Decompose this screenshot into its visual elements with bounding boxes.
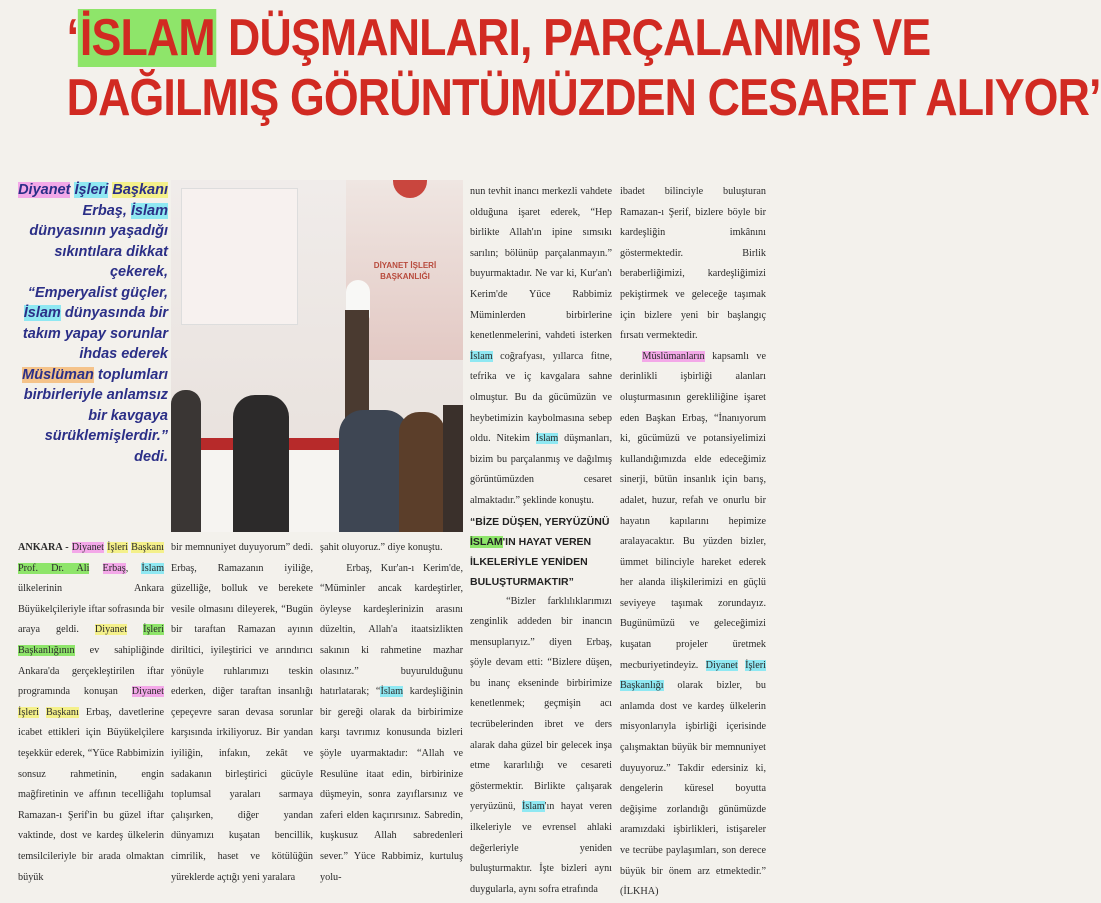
article-column-5 [620,182,766,903]
hl-islam: İslam [470,350,493,362]
spot-text: dünyasının yaşadığı sıkıntılara dikkat çekerek, “Emperyalist güçler, [27,223,168,301]
headline-highlight-islam: İSLAM [79,9,215,67]
paragraph: şahit oluyoruz.” diye konuştu. [320,542,443,553]
text: olarak bizler, bu anlamda dost ve kardeş ülkelerin misyonlarıyla işbirliği içerisinde çalışmaktan büyük bir memnuniyet duyuyoruz.” Takdir edersiniz ki, dengelerin küresel boyutta değişime zorlandığı günümüzde aramızdaki işbirlikleri, istişareler ve tecrübe paylaşımları, son derece büyük bir önem arz etmektedir.” (İLKHA) [620,680,766,898]
spot-hl-islam: İslam [130,202,168,219]
hl-islam: İslam [535,433,559,445]
paragraph: bir memnuniyet duyuyorum” dedi. Erbaş, Ramazanın iyiliğe, güzelliğe, bolluk ve berekete vesile olmasını dileyerek, “Bugün bir taraftan Ramazan ayının diriltici, iyileştirici ve arındırıcı yönüyle ruhlarımızı teskin ederken, diğer taraftan insanlığı çepeçevre saran devasa sorunlar karşısında irkiliyoruz. Bir yandan iyiliğin, infakın, zekât ve sadakanın birleştirici gücüyle toplumsal yaraları sarmaya çalışırken, diğer yandan dünyamızı kuşatan bencillik, cimrilik, haset ve kötülüğün yüreklerde açtığı yeni yaralara [171,542,313,883]
spot-text: Erbaş, [82,202,131,219]
dateline: ANKARA - [18,542,72,553]
text: “BİZE DÜŞEN, YERYÜZÜNÜ [470,515,610,528]
hl-isleri-baskanligi: İşleri Başkanlığı [620,659,767,692]
spot-hl-diyanet: Diyanet [18,182,71,198]
text: düşmanları, bizim bu parçalanmış ve dağılmış görüntümüzden cesaret almaktadır.” şeklinde konuştu. [470,433,612,506]
hl-diyanet: Diyanet [94,624,128,636]
hl-diyanet: Diyanet [131,686,164,698]
hl-islam: İSLAM [470,535,503,548]
paragraph [320,559,463,889]
hl-muslumanlarin: Müslümanların [642,350,705,362]
text [89,563,102,574]
paragraph [18,538,164,888]
spot-text: dünyasında bir takım yapay sorunlar ihdas ederek [22,305,168,362]
paragraph: ibadet bilinciyle buluşturan Ramazan-ı Şerif, bizlere böyle bir kardeşliğin imkânını göstermektedir. Birlik beraberliğimizi, kardeşliğimizi pekiştirmek ve geleceğe taşımak için bizlere yeni bir başlangıç fırsatı vermektedir. [620,186,766,342]
banner-text: DİYANET İŞLERİ BAŞKANLIĞI [373,261,437,281]
guest-figure [399,412,445,532]
news-photo [171,180,463,532]
spot-hl-islam: İslam [23,305,61,321]
text [127,624,143,635]
article-column-1 [18,538,164,888]
headline [66,8,1101,128]
headline-line1-rest: DÜŞMANLARI, PARÇALANMIŞ VE [216,9,931,67]
text [738,660,745,671]
hl-baskani: Başkanı [131,542,164,553]
hl-erbas: Erbaş [102,562,126,574]
hl-isleri: İşleri [18,706,39,718]
guest-figure [233,395,289,532]
article-column-2 [171,538,313,888]
hl-prof-dr-ali: Prof. Dr. Ali [18,562,90,574]
paragraph [620,347,766,903]
text: nun tevhit inancı merkezli vahdete olduğuna işaret ederek, “Hep birlikte Allah'ın ipine sımsıkı sarılın; bölünüp parçalanmayın.” buyurmaktadır. Ne var ki, Kur'an'ı Kerim'de Yüce Rabbimiz Müminlerden birbirlerine kenetlenmelerini, vahdeti isterken [470,186,612,342]
hl-islam: İslam [141,562,165,574]
text: 'IN HAYAT VEREN İLKELERİYLE YENİDEN BULUŞTURMAKTIR” [470,535,592,588]
guest-figure [171,390,201,532]
text: kardeşliğinin bir gereği olarak da birbirimize karşı tavrımız konusunda bizleri şöyle uyarmaktadır: “Allah ve Resulüne itaat edin, birbirinize düşmeyin, sonra zayıflarsınız ve zaferi elden kaçırırsınız. Sabredin, kuşkusuz Allah sabredenleri sever.” Yüce Rabbimiz, kurtuluş yolu- [320,686,463,883]
article-column-3 [320,538,463,888]
paragraph [470,182,612,512]
hl-baskani: Başkanı [46,706,79,718]
hl-isleri: İşleri [107,542,129,553]
text: ülkelerinin Ankara Büyükelçileriyle iftar sofrasında bir araya geldi. [18,583,164,636]
text: “Bizler farklılıklarımızı zenginlik addeden bir inancın mensuplarıyız.” diyen Erbaş, şöyle devam etti: “Bizlere düşen, bu inanç ekseninde birbirimize kenetlenmek; geçmişin acı tecrübelerinden ibret ve ders alarak daha güzel bir gelecek inşa etme kararlılığı ve cesareti göstermektir. Birlikte çalışarak yeryüzünü, [470,595,612,813]
text: , [125,562,142,574]
hl-diyanet: Diyanet [705,659,738,671]
text: Erbaş, davetlerine icabet ettikleri için Büyükelçilere teşekkür ederek, “Yüce Rabbimizin sonsuz rahmetinin, engin mağfiretinin ve affının tecelliğahı Ramazan-ı Şerif'in bu güzel iftar vaktinde, dost ve kardeş ülkelerin temsilcileriyle bir arada olmaktan büyük [18,706,164,883]
text: Erbaş, Kur'an-ı Kerim'de, “Müminler ancak kardeştirler, öyleyse kardeşlerinizin arasını düzeltin, Allah'a itaatsizlikten sakının ki rahmetine mazhar olasınız.” buyurulduğunu hatırlatarak; “ [320,562,463,698]
text: kapsamlı ve derinlikli işbirliği alanları oluşturmasının gerekliliğine işaret eden Başkan Erbaş, “İnanıyorum ki, gücümüzü ve potansiyelimizi kullandığımızda elde edeceğimiz sinerji, bütün insanlık için barış, adalet, huzur, refah ve onurlu bir hayatın kapılarını hepimize aralayacaktır. Bu yüzden bizler, ümmet bilinciyle hareket ederek her alanda ilişkilerimizi en güçlü seviyeye taşımak zorundayız. Bugünümüzü ve geleceğimizi kuşatan projeler üretmek mecburiyetindeyiz. [620,350,766,671]
text: 'ın hayat veren ilkeleriyle ve evrensel ahlaki değerleriyle yeniden buluşturmaktır. İşte bizleri aynı duygularla, aynı sofra etrafında [470,801,612,895]
lead-spot [18,180,168,467]
quote-mark: ‘ [66,9,79,67]
subheading [470,512,612,592]
headline-line1 [67,9,931,67]
spot-hl-baskani: Başkanı [112,182,168,198]
projection-screen [181,188,298,325]
hl-diyanet: Diyanet [71,542,105,553]
text: ev sahipliğinde Ankara'da gerçekleştirilen iftar programında konuşan [18,644,164,698]
article-column-4 [470,182,612,900]
paragraph [470,592,612,901]
hl-islam: İslam [522,801,545,813]
text [39,707,46,718]
hl-isleri-baskanligi: İşleri Başkanlığının [18,624,165,656]
headline-line2: DAĞILMIŞ GÖRÜNTÜMÜZDEN CESARET ALIYOR’ [66,69,1101,127]
guest-figure [443,405,463,532]
spot-text: toplumları birbirleriyle anlamsız bir kavgaya sürüklemişlerdir.” dedi. [23,366,168,465]
hl-islam: İslam [380,686,404,698]
spot-hl-musluman: Müslüman [22,366,94,383]
text: coğrafyası, yıllarca fitne, tefrika ve iç kavgalara sahne olmuştur. Bu da gücümüzün ve heybetimizin kaybolmasına sebep oldu. Nitekim [470,350,612,445]
spot-hl-isleri: İşleri [74,182,109,198]
